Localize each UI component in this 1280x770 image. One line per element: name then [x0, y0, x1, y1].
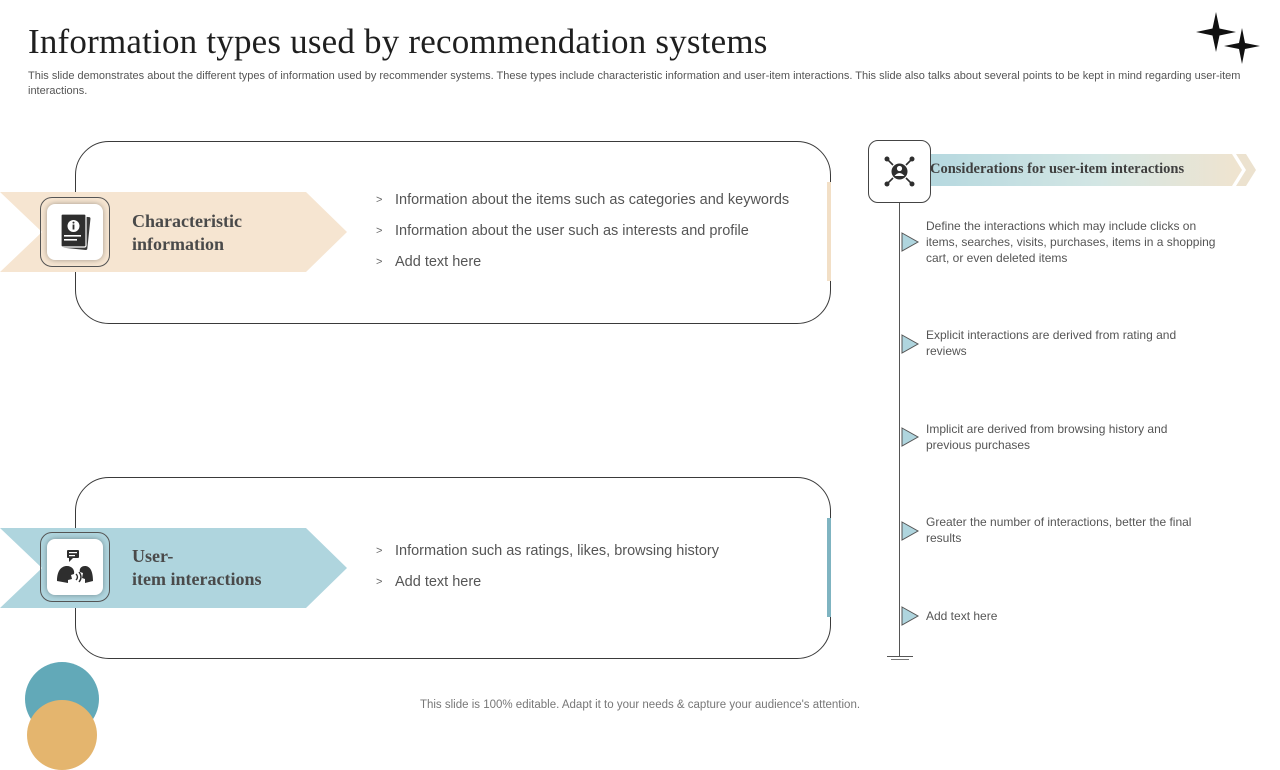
category-icon-frame	[40, 197, 110, 267]
bullet-list	[376, 189, 816, 282]
user-network-icon	[869, 141, 930, 202]
consideration-point: Greater the number of interactions, better the final results	[926, 515, 1192, 545]
timeline-marker-icon	[900, 427, 920, 447]
card-accent-bar	[827, 518, 831, 617]
page-title: Information types used by recommendation systems	[28, 22, 768, 61]
page-subtitle: This slide demonstrates about the different types of information used by recommender systems. These types include characteristic information and user-item interactions. This slide also talks about several points to be kept in mind regarding user-item interactions.	[28, 70, 1241, 97]
timeline-marker-icon	[900, 232, 920, 252]
consideration-point: Define the interactions which may include clicks on items, searches, visits, purchases, items in a shopping cart, or even deleted items	[926, 219, 1216, 265]
bullet-item: > Information about the user such as interests and profile	[376, 223, 749, 239]
timeline-base	[887, 656, 913, 657]
consideration-point: Implicit are derived from browsing history and previous purchases	[926, 422, 1168, 452]
considerations-title: Considerations for user-item interactions	[930, 161, 1185, 177]
timeline-marker-icon	[900, 334, 920, 354]
timeline-marker-icon	[900, 521, 920, 541]
conversation-icon	[47, 539, 103, 595]
bullet-item: > Information such as ratings, likes, browsing history	[376, 543, 719, 559]
bullet-item: > Add text here	[376, 254, 482, 270]
bullet-item: > Information about the items such as categories and keywords	[376, 192, 790, 208]
timeline-marker-icon	[900, 606, 920, 626]
bullet-item: > Add text here	[376, 574, 482, 590]
category-icon-frame	[40, 532, 110, 602]
category-label: User- item interactions	[132, 546, 262, 589]
card-accent-bar	[827, 182, 831, 281]
document-info-icon	[47, 204, 103, 260]
footer-note: This slide is 100% editable. Adapt it to your needs & capture your audience's attention.	[419, 699, 861, 711]
sparkle-stars-icon	[1194, 10, 1266, 72]
consideration-point: Add text here	[926, 609, 998, 623]
timeline-base	[891, 659, 909, 660]
category-label: Characteristic information	[132, 211, 242, 254]
consideration-point: Explicit interactions are derived from rating and reviews	[926, 328, 1177, 358]
considerations-icon-frame	[868, 140, 931, 203]
bullet-list	[376, 540, 816, 602]
